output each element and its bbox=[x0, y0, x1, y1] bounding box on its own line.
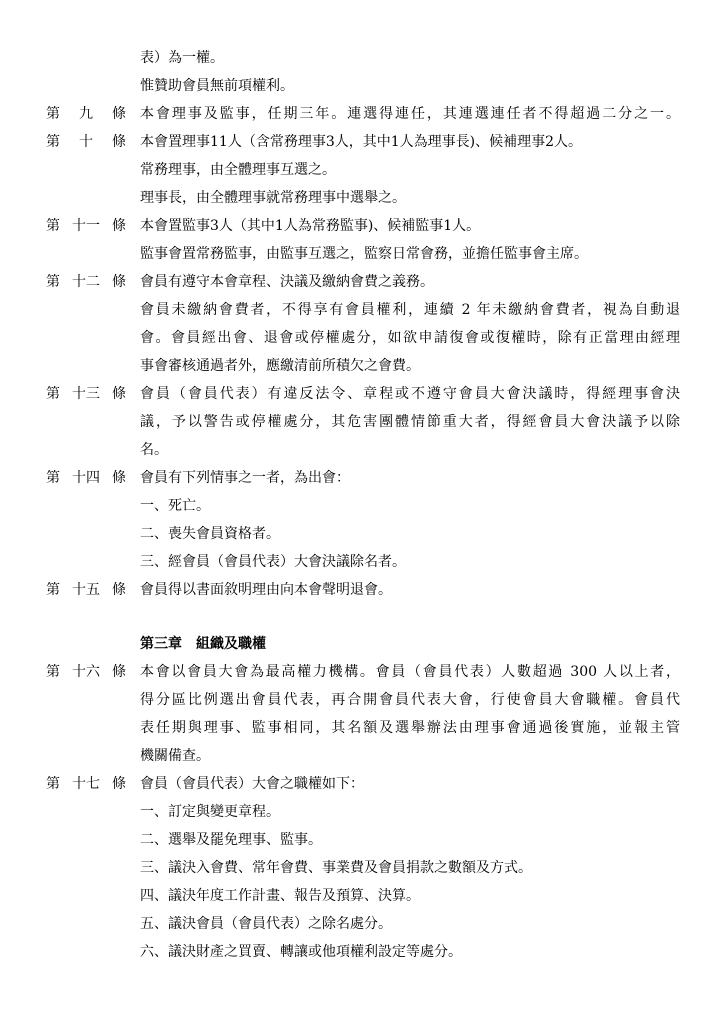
article-label-part: 九 bbox=[79, 106, 93, 122]
article-text: 機關備查。 bbox=[140, 748, 210, 764]
article-label-part: 第 bbox=[46, 386, 60, 402]
article-text: 會員（會員代表）大會之職權如下： bbox=[140, 776, 364, 792]
text-line bbox=[0, 352, 724, 380]
article-label-part: 第 bbox=[46, 274, 60, 290]
article-label bbox=[46, 658, 126, 686]
text-line bbox=[0, 408, 724, 436]
article-label-part: 條 bbox=[112, 106, 126, 122]
article-label bbox=[46, 770, 126, 798]
article-label bbox=[46, 212, 126, 240]
article-text: 本會置理事11人（含常務理事3人，其中1人為理事長)、候補理事2人。 bbox=[140, 134, 582, 150]
article-text: 二、喪失會員資格者。 bbox=[140, 526, 280, 542]
text-line bbox=[0, 910, 724, 938]
article-label-part: 十六 bbox=[72, 664, 100, 680]
article-label-part: 條 bbox=[112, 134, 126, 150]
article-text: 會。會員經出會、退會或停權處分，如欲申請復會或復權時，除有正當理由經理 bbox=[140, 330, 680, 346]
text-line bbox=[0, 324, 724, 352]
article-label-part: 第 bbox=[46, 582, 60, 598]
article-text: 會員未繳納會費者，不得享有會員權利，連續 2 年未繳納會費者，視為自動退 bbox=[140, 302, 680, 318]
text-line bbox=[0, 296, 724, 324]
articles-block-2 bbox=[0, 658, 724, 966]
article-text: 一、訂定與變更章程。 bbox=[140, 804, 280, 820]
article-text: 本會置監事3人（其中1人為常務監事)、候補監事1人。 bbox=[140, 218, 481, 234]
article-label-part: 第 bbox=[46, 134, 60, 150]
article-label bbox=[46, 576, 126, 604]
article-text: 監事會置常務監事，由監事互選之，監察日常會務，並擔任監事會主席。 bbox=[140, 246, 588, 262]
article-text: 本會理事及監事，任期三年。連選得連任，其連選連任者不得超過二分之一。 bbox=[140, 106, 680, 122]
article-row bbox=[0, 658, 724, 686]
chapter-heading: 第三章 組織及職權 bbox=[140, 636, 266, 652]
article-text: 六、議決財產之買賣、轉讓或他項權利設定等處分。 bbox=[140, 944, 462, 960]
article-text: 得分區比例選出會員代表，再合開會員代表大會，行使會員大會職權。會員代 bbox=[140, 692, 680, 708]
text-line bbox=[0, 742, 724, 770]
article-text: 惟贊助會員無前項權利。 bbox=[140, 78, 294, 94]
article-text: 三、議決入會費、常年會費、事業費及會員捐款之數額及方式。 bbox=[140, 860, 532, 876]
article-label-part: 十五 bbox=[72, 582, 100, 598]
text-line bbox=[0, 854, 724, 882]
article-row bbox=[0, 380, 724, 408]
article-row bbox=[0, 100, 724, 128]
article-label-part: 條 bbox=[112, 274, 126, 290]
article-label bbox=[46, 100, 126, 128]
text-line bbox=[0, 436, 724, 464]
article-label-part: 第 bbox=[46, 664, 60, 680]
article-label-part: 十四 bbox=[72, 470, 100, 486]
article-text: 事會審核通過者外，應繳清前所積欠之會費。 bbox=[140, 358, 420, 374]
article-text: 名。 bbox=[140, 442, 168, 458]
article-text: 表）為一權。 bbox=[140, 50, 224, 66]
article-text: 五、議決會員（會員代表）之除名處分。 bbox=[140, 916, 392, 932]
article-text: 四、議決年度工作計畫、報告及預算、決算。 bbox=[140, 888, 420, 904]
text-line bbox=[0, 548, 724, 576]
article-text: 三、經會員（會員代表）大會決議除名者。 bbox=[140, 554, 406, 570]
article-text: 會員有遵守本會章程、決議及繳納會費之義務。 bbox=[140, 274, 434, 290]
text-line bbox=[0, 156, 724, 184]
article-text: 一、死亡。 bbox=[140, 498, 210, 514]
article-label-part: 條 bbox=[112, 664, 126, 680]
text-line bbox=[0, 72, 724, 100]
article-row bbox=[0, 268, 724, 296]
text-line bbox=[0, 240, 724, 268]
article-row bbox=[0, 464, 724, 492]
article-label-part: 十 bbox=[79, 134, 93, 150]
article-label-part: 第 bbox=[46, 776, 60, 792]
article-text: 本會以會員大會為最高權力機構。會員（會員代表）人數超過 300 人以上者， bbox=[140, 664, 680, 680]
article-text: 議，予以警告或停權處分，其危害團體情節重大者，得經會員大會決議予以除 bbox=[140, 414, 680, 430]
article-label bbox=[46, 380, 126, 408]
article-label-part: 條 bbox=[112, 218, 126, 234]
article-text: 會員（會員代表）有違反法令、章程或不遵守會員大會決議時，得經理事會決 bbox=[140, 386, 680, 402]
article-label-part: 十七 bbox=[72, 776, 100, 792]
article-row bbox=[0, 212, 724, 240]
article-label-part: 十三 bbox=[72, 386, 100, 402]
article-text: 常務理事，由全體理事互選之。 bbox=[140, 162, 336, 178]
text-line bbox=[0, 184, 724, 212]
article-label-part: 條 bbox=[112, 776, 126, 792]
text-line bbox=[0, 798, 724, 826]
article-label-part: 條 bbox=[112, 386, 126, 402]
article-label-part: 十二 bbox=[72, 274, 100, 290]
article-text: 會員得以書面敘明理由向本會聲明退會。 bbox=[140, 582, 392, 598]
article-text: 會員有下列情事之一者，為出會： bbox=[140, 470, 350, 486]
article-label-part: 條 bbox=[112, 582, 126, 598]
article-text: 表任期與理事、監事相同，其名額及選舉辦法由理事會通過後實施，並報主管 bbox=[140, 720, 680, 736]
article-row bbox=[0, 576, 724, 604]
article-label-part: 第 bbox=[46, 218, 60, 234]
text-line bbox=[0, 44, 724, 72]
article-text: 理事長，由全體理事就常務理事中選舉之。 bbox=[140, 190, 406, 206]
article-label bbox=[46, 128, 126, 156]
article-label-part: 第 bbox=[46, 470, 60, 486]
article-label-part: 十一 bbox=[72, 218, 100, 234]
articles-block-1 bbox=[0, 44, 724, 604]
article-label bbox=[46, 268, 126, 296]
article-row bbox=[0, 770, 724, 798]
article-text: 二、選舉及罷免理事、監事。 bbox=[140, 832, 322, 848]
article-label-part: 第 bbox=[46, 106, 60, 122]
text-line bbox=[0, 492, 724, 520]
article-row bbox=[0, 128, 724, 156]
text-line bbox=[0, 686, 724, 714]
article-label-part: 條 bbox=[112, 470, 126, 486]
chapter-heading-row bbox=[0, 630, 724, 658]
article-label bbox=[46, 464, 126, 492]
text-line bbox=[0, 882, 724, 910]
text-line bbox=[0, 826, 724, 854]
text-line bbox=[0, 714, 724, 742]
text-line bbox=[0, 520, 724, 548]
text-line bbox=[0, 938, 724, 966]
